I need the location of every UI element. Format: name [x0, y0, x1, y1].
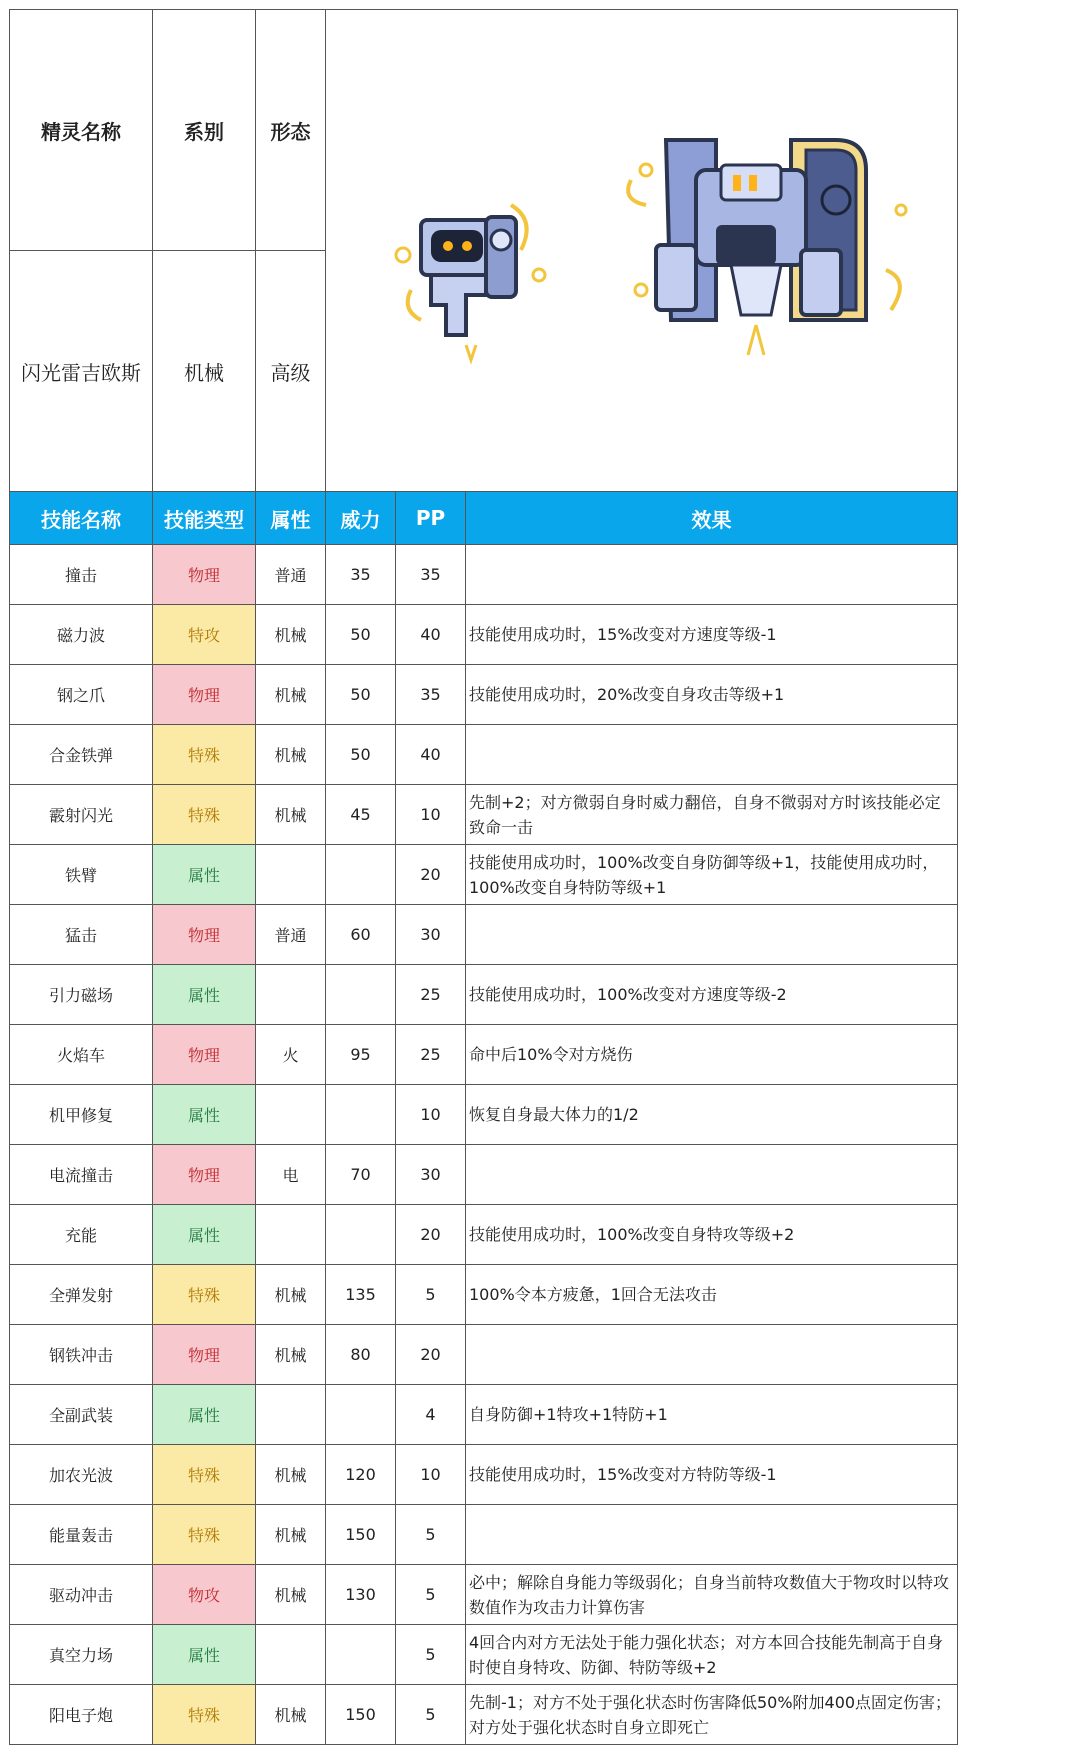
- skill-category: 特殊: [153, 725, 256, 785]
- skill-row: [10, 1085, 958, 1145]
- skill-effect: 100%令本方疲惫，1回合无法攻击: [466, 1265, 958, 1325]
- skill-category: 特殊: [153, 785, 256, 845]
- skill-effect: 4回合内对方无法处于能力强化状态；对方本回合技能先制高于自身时使自身特攻、防御、特防等级+2: [466, 1625, 958, 1685]
- skill-power: 130: [326, 1565, 396, 1625]
- skill-attribute: 机械: [256, 605, 326, 665]
- skill-category: 物理: [153, 1145, 256, 1205]
- skill-pp: 20: [396, 1325, 466, 1385]
- skill-category: 物理: [153, 905, 256, 965]
- skill-effect: 技能使用成功时，100%改变对方速度等级-2: [466, 965, 958, 1025]
- pet-name-header: 精灵名称: [10, 10, 153, 251]
- skill-row: [10, 725, 958, 785]
- skill-effect-header: 效果: [466, 492, 958, 545]
- skill-row: [10, 605, 958, 665]
- skill-effect: 命中后10%令对方烧伤: [466, 1025, 958, 1085]
- skill-pp: 25: [396, 965, 466, 1025]
- skill-row: [10, 1325, 958, 1385]
- skill-power: [326, 1625, 396, 1685]
- skill-category: 属性: [153, 1085, 256, 1145]
- skill-name: 加农光波: [10, 1445, 153, 1505]
- skill-name: 阳电子炮: [10, 1685, 153, 1745]
- skill-pp: 5: [396, 1685, 466, 1745]
- skill-effect: [466, 725, 958, 785]
- skill-pp: 10: [396, 1445, 466, 1505]
- skill-name: 驱动冲击: [10, 1565, 153, 1625]
- skill-pp: 35: [396, 545, 466, 605]
- skill-power: 35: [326, 545, 396, 605]
- skill-power: 50: [326, 665, 396, 725]
- skill-row: [10, 1445, 958, 1505]
- skill-name: 电流撞击: [10, 1145, 153, 1205]
- skill-pp: 5: [396, 1505, 466, 1565]
- skill-row: [10, 1025, 958, 1085]
- skill-row: [10, 1565, 958, 1625]
- skill-row: [10, 1625, 958, 1685]
- skill-category: 物理: [153, 545, 256, 605]
- skill-power: [326, 1385, 396, 1445]
- skill-attribute: 机械: [256, 1685, 326, 1745]
- skill-power: 120: [326, 1445, 396, 1505]
- skill-effect: 技能使用成功时，20%改变自身攻击等级+1: [466, 665, 958, 725]
- skill-power: [326, 965, 396, 1025]
- skill-pp: 30: [396, 905, 466, 965]
- skill-attribute: [256, 965, 326, 1025]
- skill-power: 50: [326, 725, 396, 785]
- skill-category: 属性: [153, 1205, 256, 1265]
- skill-effect: 技能使用成功时，15%改变对方特防等级-1: [466, 1445, 958, 1505]
- skill-row: [10, 1205, 958, 1265]
- skill-pp: 10: [396, 1085, 466, 1145]
- skill-row: [10, 845, 958, 905]
- skill-power: 80: [326, 1325, 396, 1385]
- skill-pp: 25: [396, 1025, 466, 1085]
- skill-category: 物理: [153, 665, 256, 725]
- skill-pp: 20: [396, 1205, 466, 1265]
- skill-effect: 先制-1；对方不处于强化状态时伤害降低50%附加400点固定伤害；对方处于强化状态时自身立即死亡: [466, 1685, 958, 1745]
- pet-form: 高级: [256, 251, 326, 492]
- skill-pp: 40: [396, 725, 466, 785]
- pet-name: 闪光雷吉欧斯: [10, 251, 153, 492]
- skill-name: 钢铁冲击: [10, 1325, 153, 1385]
- skill-attribute: 机械: [256, 1565, 326, 1625]
- skill-power: 70: [326, 1145, 396, 1205]
- skill-row: [10, 665, 958, 725]
- skill-category: 物理: [153, 1325, 256, 1385]
- skill-name: 铁臂: [10, 845, 153, 905]
- skill-power: 95: [326, 1025, 396, 1085]
- skill-row: [10, 1265, 958, 1325]
- skill-category: 特殊: [153, 1445, 256, 1505]
- skill-name: 撞击: [10, 545, 153, 605]
- skill-attribute: 机械: [256, 1505, 326, 1565]
- skill-attribute: [256, 1625, 326, 1685]
- skill-name: 真空力场: [10, 1625, 153, 1685]
- skill-row: [10, 905, 958, 965]
- skill-attribute: [256, 845, 326, 905]
- skill-pp-header: PP: [396, 492, 466, 545]
- skill-effect: 必中；解除自身能力等级弱化；自身当前特攻数值大于物攻时以特攻数值作为攻击力计算伤害: [466, 1565, 958, 1625]
- skill-attribute: 机械: [256, 1445, 326, 1505]
- skill-attribute-header: 属性: [256, 492, 326, 545]
- skill-power: [326, 845, 396, 905]
- skill-pp: 20: [396, 845, 466, 905]
- skill-name: 引力磁场: [10, 965, 153, 1025]
- skill-effect: [466, 1505, 958, 1565]
- skill-effect: 恢复自身最大体力的1/2: [466, 1085, 958, 1145]
- skill-attribute: [256, 1085, 326, 1145]
- skill-row: [10, 785, 958, 845]
- skill-header-row: [10, 492, 958, 545]
- skill-row: [10, 1385, 958, 1445]
- skill-attribute: 火: [256, 1025, 326, 1085]
- skill-row: [10, 1685, 958, 1745]
- skill-name: 机甲修复: [10, 1085, 153, 1145]
- skill-power: 60: [326, 905, 396, 965]
- skill-category: 物攻: [153, 1565, 256, 1625]
- skill-attribute: 机械: [256, 665, 326, 725]
- skill-power-header: 威力: [326, 492, 396, 545]
- skill-pp: 10: [396, 785, 466, 845]
- skill-attribute: 普通: [256, 545, 326, 605]
- skill-category-header: 技能类型: [153, 492, 256, 545]
- skill-name: 钢之爪: [10, 665, 153, 725]
- skill-effect: [466, 545, 958, 605]
- skill-name: 能量轰击: [10, 1505, 153, 1565]
- skill-category: 属性: [153, 1385, 256, 1445]
- skill-category: 属性: [153, 845, 256, 905]
- skill-effect: [466, 1325, 958, 1385]
- skill-effect: [466, 905, 958, 965]
- skill-category: 物理: [153, 1025, 256, 1085]
- pet-type: 机械: [153, 251, 256, 492]
- skill-category: 特殊: [153, 1685, 256, 1745]
- skill-row: [10, 1505, 958, 1565]
- skill-category: 特殊: [153, 1505, 256, 1565]
- skill-row: [10, 1145, 958, 1205]
- skill-row: [10, 545, 958, 605]
- skill-category: 属性: [153, 965, 256, 1025]
- skill-category: 特殊: [153, 1265, 256, 1325]
- skill-name: 充能: [10, 1205, 153, 1265]
- skill-name: 火焰车: [10, 1025, 153, 1085]
- pet-image-cell: [326, 10, 958, 492]
- skill-category: 属性: [153, 1625, 256, 1685]
- skill-name: 霰射闪光: [10, 785, 153, 845]
- pet-form-header: 形态: [256, 10, 326, 251]
- skill-effect: 技能使用成功时，100%改变自身特攻等级+2: [466, 1205, 958, 1265]
- skill-effect: 自身防御+1特攻+1特防+1: [466, 1385, 958, 1445]
- pet-type-header: 系别: [153, 10, 256, 251]
- skill-attribute: 机械: [256, 785, 326, 845]
- skill-power: [326, 1085, 396, 1145]
- skill-power: 150: [326, 1685, 396, 1745]
- skill-power: 45: [326, 785, 396, 845]
- robot-small-image: [391, 185, 551, 375]
- skill-pp: 5: [396, 1265, 466, 1325]
- skill-name: 磁力波: [10, 605, 153, 665]
- skill-attribute: 机械: [256, 1325, 326, 1385]
- skill-effect: 先制+2；对方微弱自身时威力翻倍，自身不微弱对方时该技能必定致命一击: [466, 785, 958, 845]
- skill-attribute: 机械: [256, 725, 326, 785]
- robot-large-image: [611, 130, 921, 370]
- skill-name: 合金铁弹: [10, 725, 153, 785]
- skill-power: 50: [326, 605, 396, 665]
- skill-name: 猛击: [10, 905, 153, 965]
- skill-effect: [466, 1145, 958, 1205]
- skill-pp: 40: [396, 605, 466, 665]
- skill-name: 全弹发射: [10, 1265, 153, 1325]
- skill-attribute: [256, 1205, 326, 1265]
- skill-pp: 5: [396, 1625, 466, 1685]
- skill-pp: 4: [396, 1385, 466, 1445]
- skill-pp: 5: [396, 1565, 466, 1625]
- skill-power: 150: [326, 1505, 396, 1565]
- skill-attribute: 普通: [256, 905, 326, 965]
- skill-row: [10, 965, 958, 1025]
- skill-pp: 30: [396, 1145, 466, 1205]
- skill-attribute: 机械: [256, 1265, 326, 1325]
- skill-power: [326, 1205, 396, 1265]
- skill-category: 特攻: [153, 605, 256, 665]
- skill-power: 135: [326, 1265, 396, 1325]
- skill-name: 全副武装: [10, 1385, 153, 1445]
- pet-skill-table: [9, 9, 958, 1745]
- skill-attribute: [256, 1385, 326, 1445]
- skill-effect: 技能使用成功时，15%改变对方速度等级-1: [466, 605, 958, 665]
- skill-effect: 技能使用成功时，100%改变自身防御等级+1，技能使用成功时，100%改变自身特防等级+1: [466, 845, 958, 905]
- skill-attribute: 电: [256, 1145, 326, 1205]
- skill-name-header: 技能名称: [10, 492, 153, 545]
- skill-pp: 35: [396, 665, 466, 725]
